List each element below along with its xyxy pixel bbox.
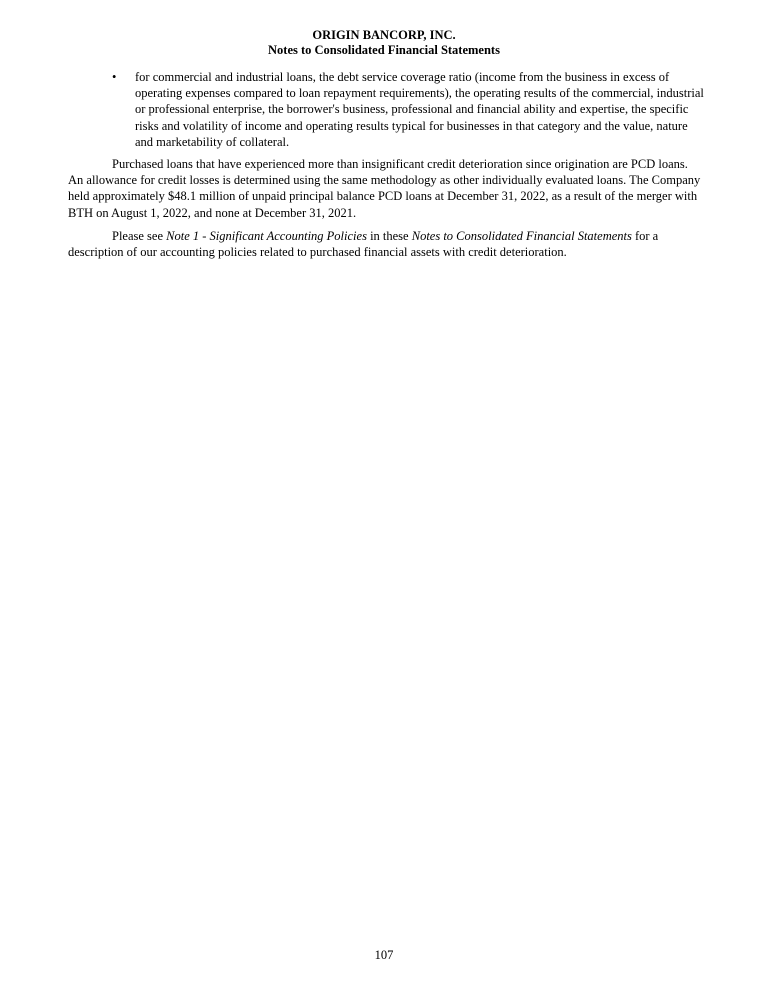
- page-header: [0, 28, 768, 58]
- note-1-reference: Note 1 - Significant Accounting Policies: [166, 229, 367, 243]
- page-number: 107: [374, 948, 394, 962]
- bullet-text: for commercial and industrial loans, the debt service coverage ratio (income from the business in excess of operating expenses compared to loan repayment requirements), the operating results of the commercial, industrial or professional enterprise, the borrower's business, professional and financial ability and expertise, the specific risks and volatility of income and operating results typical for businesses in that category and the value, nature and marketability of collateral.: [135, 70, 704, 149]
- accounting-policies-reference-paragraph: [68, 228, 704, 260]
- section-title: Notes to Consolidated Financial Statements: [268, 43, 500, 57]
- notes-document-reference: Notes to Consolidated Financial Statements: [411, 229, 632, 243]
- reference-prefix: Please see: [112, 229, 167, 243]
- company-name: ORIGIN BANCORP, INC.: [312, 28, 456, 42]
- reference-suffix: for a description of our accounting policies related to purchased financial assets with credit deterioration.: [68, 229, 659, 260]
- pcd-loans-paragraph: Purchased loans that have experienced more than insignificant credit deterioration since origination are PCD loans. An allowance for credit losses is determined using the same methodology as other individually evaluated loans. The Company held approximately $48.1 million of unpaid principal balance PCD loans at December 31, 2022, as a result of the merger with BTH on August 1, 2022, and none at December 31, 2021.: [68, 157, 701, 220]
- reference-middle: in these: [366, 229, 412, 243]
- bullet-marker: •: [112, 70, 117, 84]
